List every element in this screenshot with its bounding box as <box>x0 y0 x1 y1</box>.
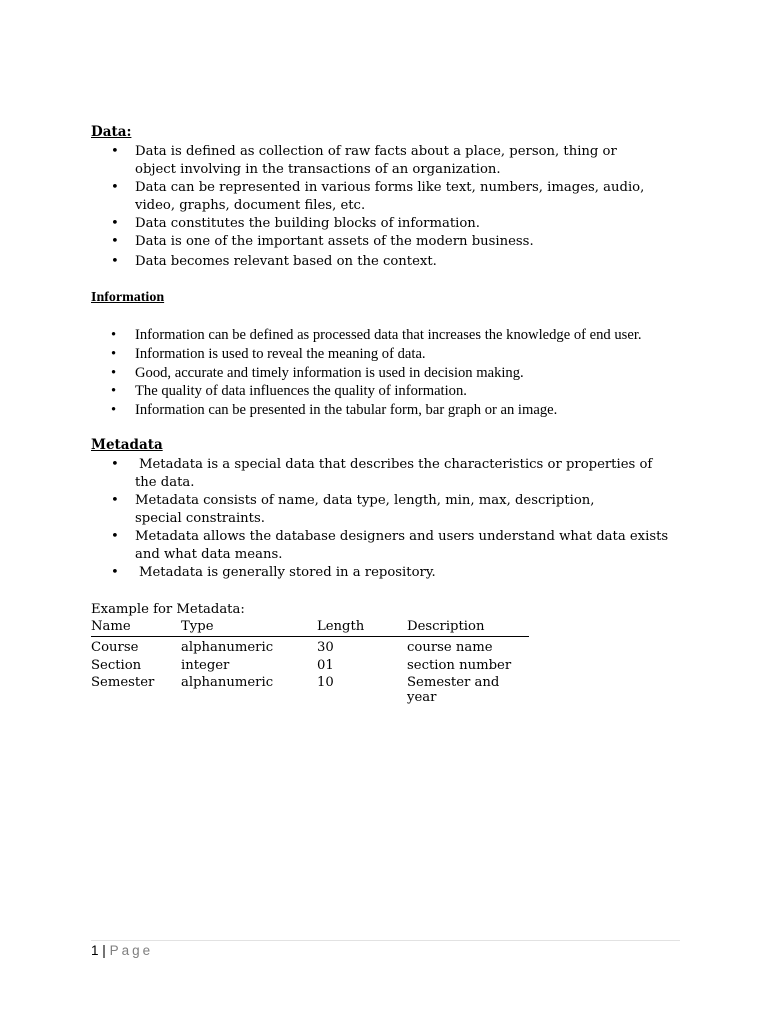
list-item-text: Metadata is a special data that describes the characteristics or properties of <box>139 457 653 472</box>
list-item-text-cont: the data. <box>135 475 195 490</box>
list-item-text: Metadata allows the database designers and users understand what data exists <box>135 529 669 544</box>
bullet-icon: • <box>111 180 119 195</box>
table-cell: Semester and year <box>407 675 500 705</box>
table-cell: 01 <box>317 657 334 673</box>
page-word: Page <box>109 943 154 958</box>
data-bullet-list <box>91 143 651 271</box>
list-item <box>91 179 651 215</box>
table-cell: integer <box>181 657 230 673</box>
column-header: Length <box>317 617 407 637</box>
page-footer <box>91 943 153 958</box>
table-cell: 10 <box>317 675 334 690</box>
table-cell: alphanumeric <box>181 675 274 690</box>
column-header: Type <box>181 617 317 637</box>
list-item-text: Good, accurate and timely information is used in decision making. <box>135 364 524 381</box>
list-item <box>91 492 671 528</box>
table-header-row <box>91 617 529 637</box>
column-header: Description <box>407 617 529 637</box>
bullet-icon: • <box>111 383 117 400</box>
list-item <box>91 345 691 364</box>
list-item-text: Data can be represented in various forms like text, numbers, images, audio, <box>135 180 645 195</box>
bullet-icon: • <box>111 327 117 343</box>
metadata-heading: Metadata <box>91 437 163 453</box>
list-item <box>91 401 691 420</box>
table-cell: Semester <box>91 675 155 690</box>
list-item <box>91 326 691 345</box>
footer-divider <box>91 940 680 941</box>
table-cell: section number <box>407 657 512 673</box>
footer-separator: | <box>102 943 106 958</box>
bullet-icon: • <box>111 254 119 269</box>
list-item <box>91 233 651 251</box>
column-header: Name <box>91 617 181 637</box>
table-cell: course name <box>407 640 493 655</box>
bullet-icon: • <box>111 144 119 159</box>
list-item-text: Data is one of the important assets of the modern business. <box>135 234 534 249</box>
list-item <box>91 253 651 271</box>
list-item-text-cont: and what data means. <box>135 547 283 562</box>
list-item <box>91 143 651 179</box>
list-item-text: Data is defined as collection of raw facts about a place, person, thing or <box>135 144 617 159</box>
bullet-icon: • <box>111 493 119 508</box>
list-item-text: Information is used to reveal the meaning of data. <box>135 345 426 362</box>
list-item-text: Data becomes relevant based on the context. <box>135 254 437 269</box>
page-number: 1 <box>91 943 99 958</box>
list-item <box>91 528 671 564</box>
bullet-icon: • <box>111 216 119 231</box>
bullet-icon: • <box>111 234 119 249</box>
bullet-icon: • <box>111 345 117 362</box>
list-item-text: Metadata is generally stored in a repository. <box>139 565 436 580</box>
list-item-text-cont: special constraints. <box>135 511 265 526</box>
bullet-icon: • <box>111 364 117 381</box>
list-item <box>91 564 671 582</box>
table-cell: alphanumeric <box>181 640 274 655</box>
bullet-icon: • <box>111 529 119 544</box>
list-item <box>91 456 671 492</box>
bullet-icon: • <box>111 457 119 472</box>
table-row <box>91 675 529 705</box>
table-cell: Course <box>91 640 139 655</box>
list-item-text: Information can be presented in the tabular form, bar graph or an image. <box>135 402 558 419</box>
information-bullet-list <box>91 326 691 420</box>
bullet-icon: • <box>111 402 117 419</box>
table-cell: 30 <box>317 640 334 655</box>
list-item-text-cont: video, graphs, document files, etc. <box>135 198 366 213</box>
table-row <box>91 658 529 676</box>
data-heading: Data: <box>91 124 132 140</box>
information-heading: Information <box>91 290 165 305</box>
example-label: Example for Metadata: <box>91 602 245 617</box>
list-item-text: Metadata consists of name, data type, length, min, max, description, <box>135 493 595 508</box>
bullet-icon: • <box>111 565 119 580</box>
metadata-bullet-list <box>91 456 671 582</box>
metadata-example-table <box>91 617 529 705</box>
list-item <box>91 215 651 233</box>
list-item-text: Data constitutes the building blocks of information. <box>135 216 480 231</box>
list-item-text: The quality of data influences the quality of information. <box>135 383 467 400</box>
list-item-text: Information can be defined as processed data that increases the knowledge of end user. <box>135 327 642 343</box>
list-item <box>91 364 691 383</box>
table-cell: Section <box>91 657 142 673</box>
list-item <box>91 382 691 401</box>
table-row <box>91 637 529 658</box>
list-item-text-cont: object involving in the transactions of an organization. <box>135 162 501 177</box>
